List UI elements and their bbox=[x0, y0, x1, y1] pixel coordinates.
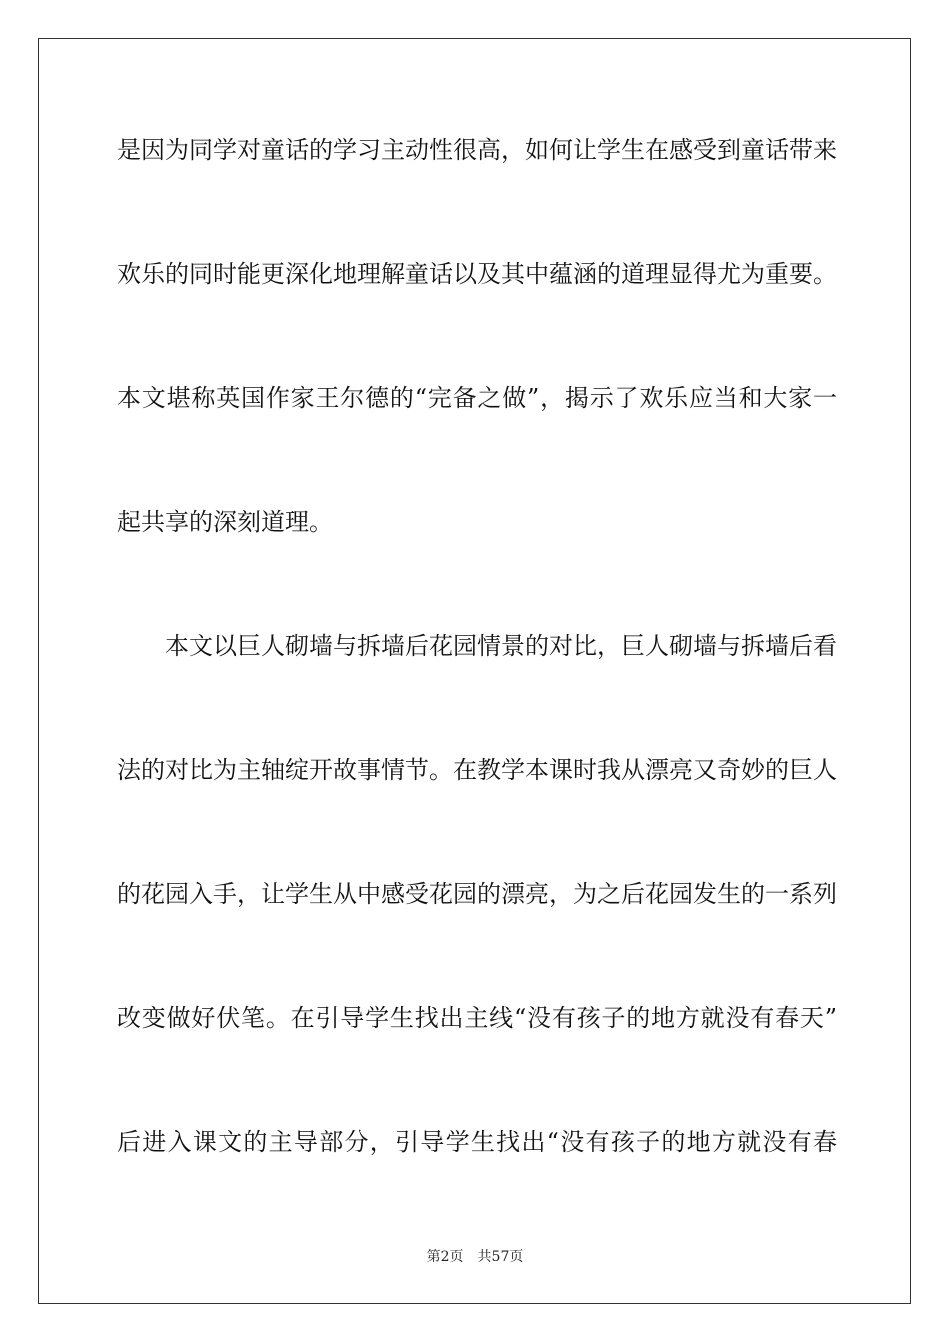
text-line-5: 本文以巨人砌墙与拆墙后花园情景的对比，巨人砌墙与拆墙后看 bbox=[165, 632, 837, 660]
page-footer bbox=[0, 1248, 950, 1266]
text-line-2: 欢乐的同时能更深化地理解童话以及其中蕴涵的道理显得尤为重要。 bbox=[117, 260, 837, 288]
text-line-8: 改变做好伏笔。在引导学生找出主线“没有孩子的地方就没有春天” bbox=[117, 1004, 837, 1032]
text-line-9: 后进入课文的主导部分，引导学生找出“没有孩子的地方就没有春 bbox=[117, 1128, 837, 1156]
page-number: 第2页 bbox=[426, 1249, 464, 1265]
text-line-6: 法的对比为主轴绽开故事情节。在教学本课时我从漂亮又奇妙的巨人 bbox=[117, 756, 837, 784]
text-line-4: 起共享的深刻道理。 bbox=[117, 508, 333, 536]
text-line-1: 是因为同学对童话的学习主动性很高，如何让学生在感受到童话带来 bbox=[117, 136, 837, 164]
total-pages: 共57页 bbox=[477, 1249, 524, 1265]
text-line-7: 的花园入手，让学生从中感受花园的漂亮，为之后花园发生的一系列 bbox=[117, 880, 837, 908]
page-border bbox=[38, 38, 911, 1304]
text-line-3: 本文堪称英国作家王尔德的“完备之做”，揭示了欢乐应当和大家一 bbox=[117, 384, 837, 412]
